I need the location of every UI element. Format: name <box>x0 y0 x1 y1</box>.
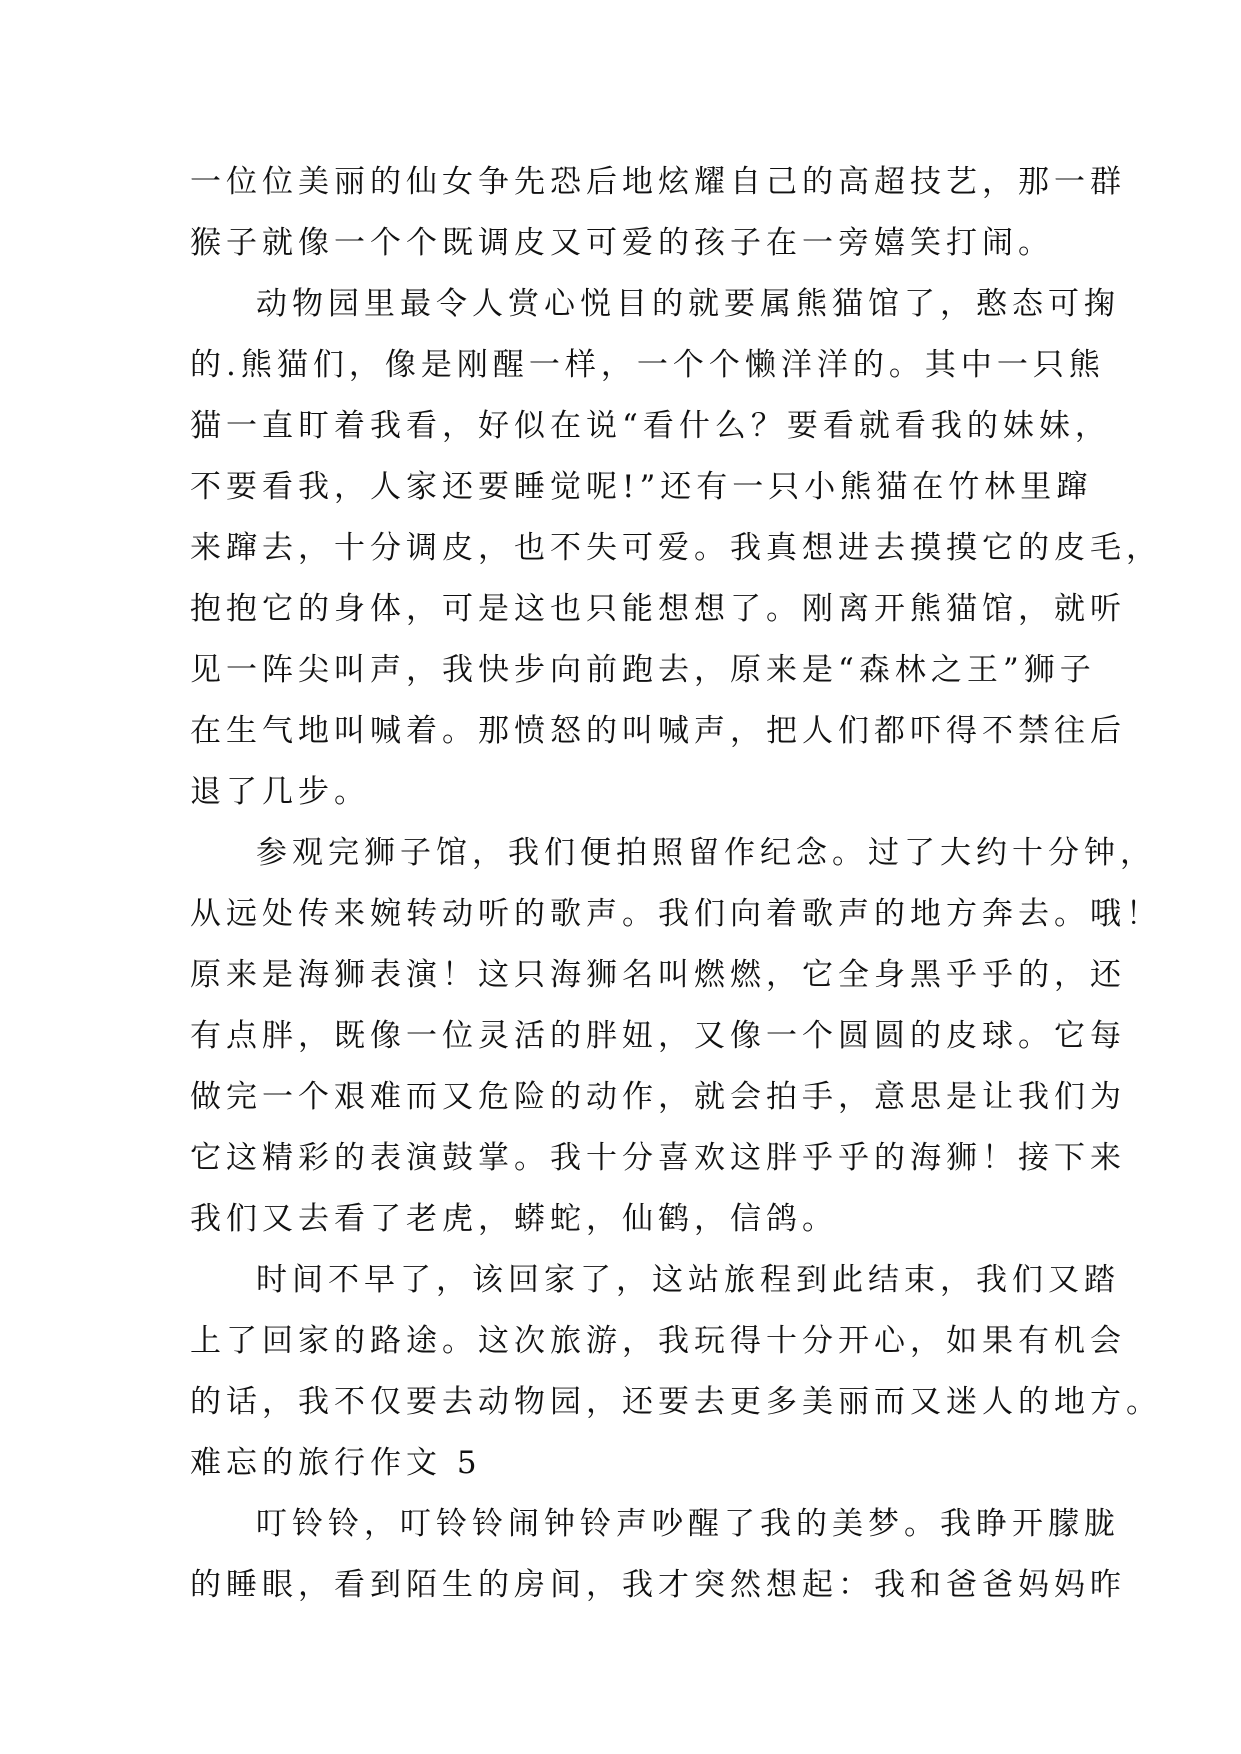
text-line: 猫一直盯着我看，好似在说“看什么？要看就看我的妹妹， <box>190 408 1111 444</box>
text-line: 有点胖，既像一位灵活的胖妞，又像一个圆圆的皮球。它每 <box>190 1018 1126 1054</box>
text-line: 一位位美丽的仙女争先恐后地炫耀自己的高超技艺，那一群 <box>190 164 1126 200</box>
text-line: 不要看我，人家还要睡觉呢!”还有一只小熊猫在竹林里蹿 <box>190 469 1093 505</box>
text-line: 做完一个艰难而又危险的动作，就会拍手，意思是让我们为 <box>190 1079 1126 1115</box>
text-line: 来蹿去，十分调皮，也不失可爱。我真想进去摸摸它的皮毛， <box>190 530 1162 566</box>
text-line: 从远处传来婉转动听的歌声。我们向着歌声的地方奔去。哦！ <box>190 896 1162 932</box>
text-line: 退了几步。 <box>190 774 370 810</box>
text-line: 叮铃铃，叮铃铃闹钟铃声吵醒了我的美梦。我睁开朦胧 <box>256 1506 1120 1542</box>
text-line: 的话，我不仅要去动物园，还要去更多美丽而又迷人的地方。 <box>190 1384 1162 1420</box>
text-line: 我们又去看了老虎，蟒蛇，仙鹤，信鸽。 <box>190 1201 838 1237</box>
text-line: 时间不早了，该回家了，这站旅程到此结束，我们又踏 <box>256 1262 1120 1298</box>
text-line: 原来是海狮表演！这只海狮名叫燃燃，它全身黑乎乎的，还 <box>190 957 1126 993</box>
text-line: 参观完狮子馆，我们便拍照留作纪念。过了大约十分钟， <box>256 835 1156 871</box>
text-line: 抱抱它的身体，可是这也只能想想了。刚离开熊猫馆，就听 <box>190 591 1126 627</box>
text-line: 动物园里最令人赏心悦目的就要属熊猫馆了，憨态可掬 <box>256 286 1120 322</box>
text-line: 在生气地叫喊着。那愤怒的叫喊声，把人们都吓得不禁往后 <box>190 713 1126 749</box>
text-line: 见一阵尖叫声，我快步向前跑去，原来是“森林之王”狮子 <box>190 652 1096 688</box>
text-line: 猴子就像一个个既调皮又可爱的孩子在一旁嬉笑打闹。 <box>190 225 1054 261</box>
text-line: 的睡眼，看到陌生的房间，我才突然想起：我和爸爸妈妈昨 <box>190 1567 1126 1603</box>
text-line: 难忘的旅行作文 5 <box>190 1445 482 1481</box>
text-line: 它这精彩的表演鼓掌。我十分喜欢这胖乎乎的海狮！接下来 <box>190 1140 1126 1176</box>
document-body <box>190 152 1162 1616</box>
text-line: 的.熊猫们，像是刚醒一样，一个个懒洋洋的。其中一只熊 <box>190 347 1105 383</box>
text-line: 上了回家的路途。这次旅游，我玩得十分开心，如果有机会 <box>190 1323 1126 1359</box>
